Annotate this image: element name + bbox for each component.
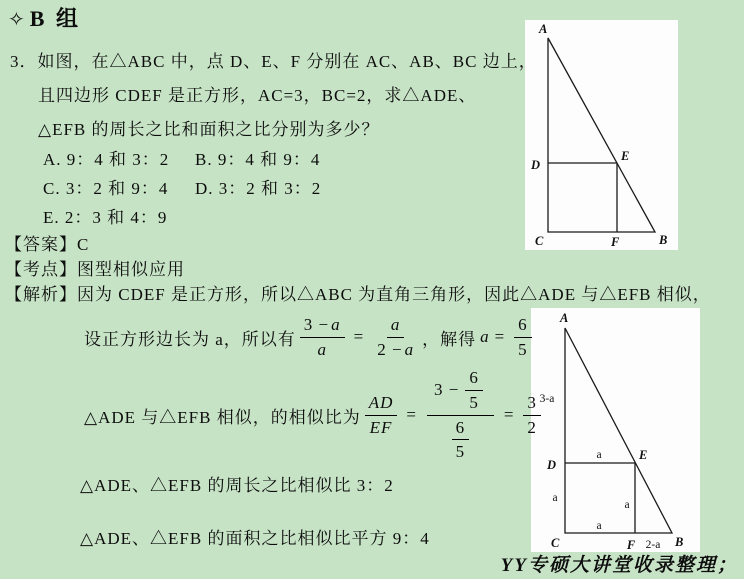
figure-triangle-plain xyxy=(525,20,678,250)
vertex-label-A: A xyxy=(560,311,569,325)
option-c: C. 3：2 和 9：4 xyxy=(43,179,169,198)
side-label-DC: a xyxy=(552,492,558,504)
side-label-EF: a xyxy=(624,499,630,511)
solution-step-3: △ADE、△EFB 的周长之比相似比 3：2 xyxy=(80,476,394,495)
triangle-diagram-1 xyxy=(525,20,678,250)
fraction-6-over-5: $\frac{6}{5}$ xyxy=(452,418,470,462)
keypoint-label: 【考点】 xyxy=(5,260,77,279)
variable-a: a xyxy=(480,327,490,346)
solution-step-1 xyxy=(84,305,536,369)
equals-sign: = xyxy=(406,405,417,424)
option-a: A. 9：4 和 3：2 xyxy=(43,150,170,169)
equals-sign: = xyxy=(353,327,365,346)
answer-line xyxy=(5,230,89,255)
vertex-label-A: A xyxy=(539,22,548,36)
fraction-6-over-5: $\frac{6}{5}$ xyxy=(465,368,483,412)
vertex-label-D: D xyxy=(531,158,541,172)
fraction-a-over-2-minus-a: $\frac{a}{2 - a}$ xyxy=(377,314,415,359)
option-row xyxy=(43,143,321,172)
keypoint-line xyxy=(5,255,185,280)
side-label-AD: 3-a xyxy=(539,393,555,405)
option-row xyxy=(43,201,321,230)
vertex-label-B: B xyxy=(659,233,668,247)
equals-sign: = xyxy=(503,405,515,424)
option-d: D. 3：2 和 3：2 xyxy=(195,179,322,198)
vertex-label-F: F xyxy=(611,235,620,249)
problem-line-3: △EFB 的周长之比和面积之比分别为多少？ xyxy=(38,120,380,139)
side-label-CF: a xyxy=(596,520,602,532)
vertex-label-F: F xyxy=(626,538,636,552)
vertex-label-B: B xyxy=(675,535,684,549)
vertex-label-E: E xyxy=(639,448,648,462)
side-label-FB: 2-a xyxy=(645,539,661,551)
step2-prefix: △ADE 与△EFB 相似，的相似比为 xyxy=(84,407,361,427)
triangle-outline xyxy=(548,38,655,232)
watermark-text: YY专硕大讲堂收录整理； xyxy=(500,555,738,576)
option-b: B. 9：4 和 9：4 xyxy=(195,150,321,169)
nested-fraction: 3 − $\frac{6}{5}$ $\frac{6}{5}$ xyxy=(427,368,494,461)
analysis-line xyxy=(5,280,711,305)
fraction-AD-over-EF: $\frac{AD}{EF}$ xyxy=(365,393,398,437)
equals-sign: = xyxy=(494,327,506,346)
answer-label: 【答案】 xyxy=(5,235,77,254)
analysis-label: 【解析】 xyxy=(5,285,77,304)
options-list xyxy=(43,143,321,230)
problem-line-2: 且四边形 CDEF 是正方形，AC=3，BC=2，求△ADE、 xyxy=(38,86,477,105)
vertex-label-D: D xyxy=(547,458,557,472)
keypoint-value: 图型相似应用 xyxy=(77,260,185,279)
fraction-6-over-5: $\frac{6}{5}$ xyxy=(514,315,532,359)
fraction-3-minus-a-over-a: $\frac{3 - a}{a}$ xyxy=(300,315,345,359)
section-title-text: B 组 xyxy=(29,6,81,31)
vertex-label-C: C xyxy=(535,234,544,248)
star-icon: ✧ xyxy=(8,9,28,31)
solution-step-2 xyxy=(84,368,545,462)
vertex-label-E: E xyxy=(621,149,630,163)
vertex-label-C: C xyxy=(551,536,560,550)
step1-suffix: ，解得 xyxy=(422,329,477,349)
solution-step-4: △ADE、△EFB 的面积之比相似比平方 9：4 xyxy=(80,529,430,548)
analysis-text: 因为 CDEF 是正方形，所以△ABC 为直角三角形，因此△ADE 与△EFB 相似， xyxy=(77,285,711,304)
section-title xyxy=(8,2,81,33)
figure-triangle-annotated xyxy=(531,308,700,552)
step1-prefix: 设正方形边长为 a，所以有 xyxy=(84,329,296,349)
option-e: E. 2：3 和 4：9 xyxy=(43,208,168,227)
triangle-outline xyxy=(565,328,672,533)
answer-value: C xyxy=(77,235,90,254)
side-label-DE: a xyxy=(596,449,602,461)
triangle-diagram-2 xyxy=(531,308,700,552)
fraction-3-over-2: $\frac{3}{2}$ xyxy=(523,393,541,437)
option-row xyxy=(43,172,321,201)
problem-line-1: 3．如图，在△ABC 中，点 D、E、F 分别在 AC、AB、BC 边上， xyxy=(10,52,537,71)
